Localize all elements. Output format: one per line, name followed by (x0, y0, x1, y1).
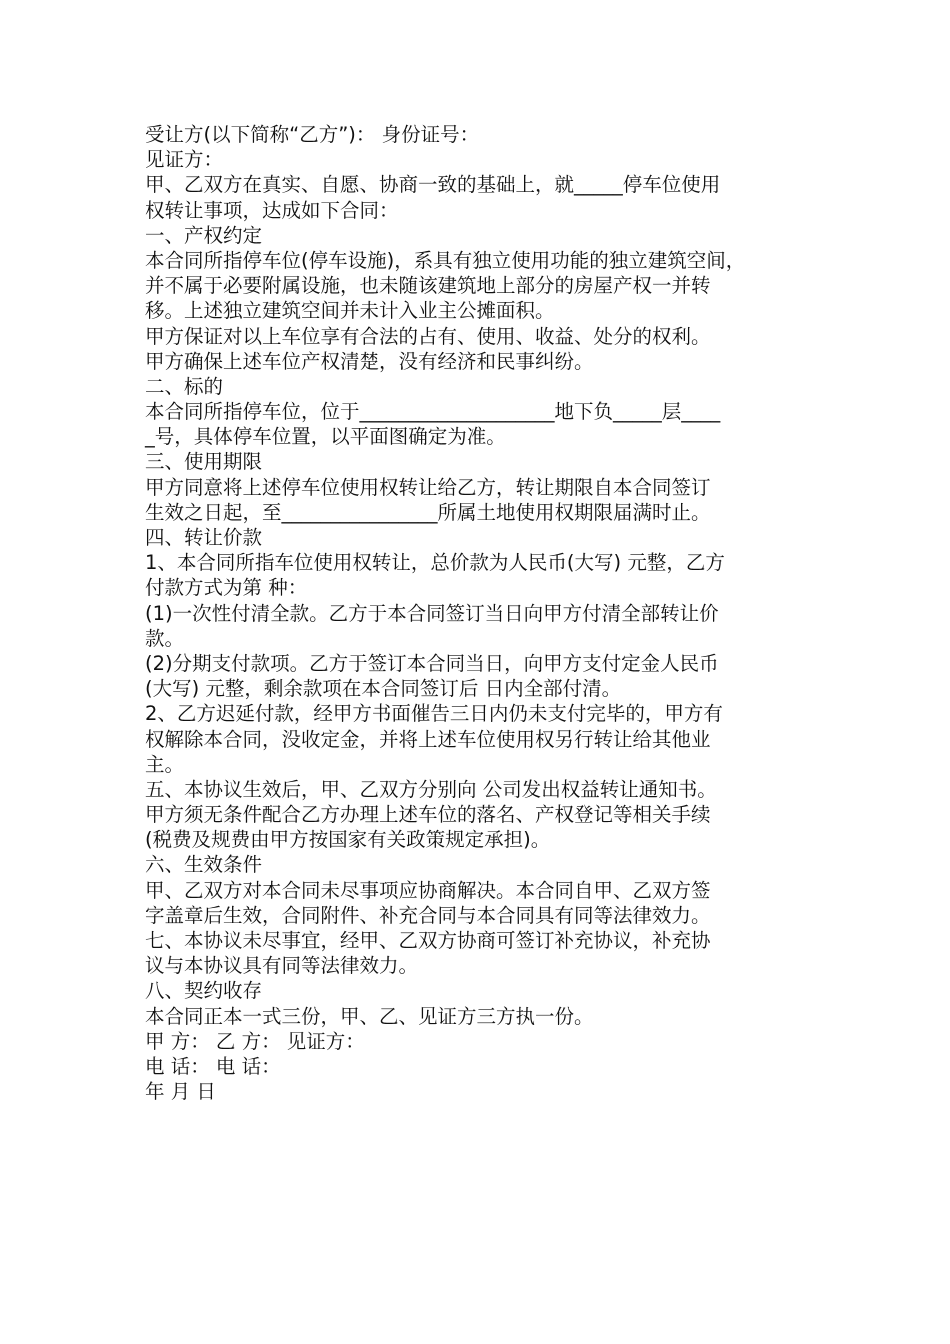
section-heading-6: 六、生效条件 (145, 853, 263, 877)
section-heading-1: 一、产权约定 (145, 223, 263, 247)
section-heading-3: 三、使用期限 (145, 450, 263, 474)
preamble-line-1: 甲、乙双方在真实、自愿、协商一致的基础上，就_____停车位使用 (145, 173, 721, 197)
section-4-line-2: 付款方式为第 种： (145, 576, 308, 600)
section-1-line-4: 甲方保证对以上车位享有合法的占有、使用、收益、处分的权利。 (145, 324, 711, 348)
section-5-line-2: 甲方须无条件配合乙方办理上述车位的落名、产权登记等相关手续 (145, 803, 711, 827)
witness-line: 见证方： (145, 148, 224, 172)
signature-date-line: 年 月 日 (145, 1080, 216, 1104)
section-7-line-1: 七、本协议未尽事宜，经甲、乙双方协商可签订补充协议，补充协 (145, 929, 711, 952)
section-1-line-5: 甲方确保上述车位产权清楚，没有经济和民事纠纷。 (145, 349, 594, 373)
section-4-line-3: (1)一次性付清全款。乙方于本合同签订当日向甲方付清全部转让价 (145, 601, 719, 625)
section-1-line-2: 并不属于必要附属设施，也未随该建筑地上部分的房屋产权一并转 (145, 274, 711, 298)
signature-phone-line: 电 话： 电 话： (145, 1054, 281, 1078)
section-heading-2: 二、标的 (145, 374, 224, 398)
assignee-line: 受让方(以下简称“乙方”)： 身份证号： (145, 123, 480, 146)
contract-body (145, 122, 815, 1104)
section-4-line-9: 主。 (145, 752, 185, 776)
signature-parties-line: 甲 方： 乙 方： 见证方： (145, 1029, 365, 1053)
section-2-line-1: 本合同所指停车位，位于____________________地下负_____层____ (145, 400, 721, 424)
section-7-line-2: 议与本协议具有同等法律效力。 (145, 954, 419, 978)
section-3-line-1: 甲方同意将上述停车位使用权转让给乙方，转让期限自本合同签订 (145, 475, 711, 499)
section-heading-8: 八、契约收存 (145, 979, 263, 1003)
section-3-line-2: 生效之日起，至________________所属土地使用权期限届满时止。 (145, 500, 711, 524)
section-4-line-8: 权解除本合同，没收定金，并将上述车位使用权另行转让给其他业 (145, 727, 711, 751)
section-5-line-1: 五、本协议生效后，甲、乙双方分别向 公司发出权益转让通知书。 (145, 777, 717, 801)
section-1-line-3: 移。上述独立建筑空间并未计入业主公摊面积。 (145, 299, 555, 323)
section-4-line-1: 1、本合同所指车位使用权转让，总价款为人民币(大写) 元整，乙方 (145, 551, 725, 575)
section-4-line-4: 款。 (145, 626, 185, 650)
section-4-line-5: (2)分期支付款项。乙方于签订本合同当日，向甲方支付定金人民币 (145, 651, 719, 675)
section-2-line-2: _号，具体停车位置，以平面图确定为准。 (145, 425, 506, 449)
section-heading-4: 四、转让价款 (145, 526, 263, 549)
section-4-line-6: (大写) 元整，剩余款项在本合同签订后 日内全部付清。 (145, 677, 622, 701)
section-6-line-1: 甲、乙双方对本合同未尽事项应协商解决。本合同自甲、乙双方签 (145, 878, 711, 902)
preamble-line-2: 权转让事项，达成如下合同： (145, 198, 399, 222)
section-4-line-7: 2、乙方迟延付款，经甲方书面催告三日内仍未支付完毕的，甲方有 (145, 702, 723, 726)
section-1-line-1: 本合同所指停车位(停车设施)，系具有独立使用功能的独立建筑空间， (145, 248, 746, 272)
section-8-line-1: 本合同正本一式三份，甲、乙、见证方三方执一份。 (145, 1004, 594, 1028)
section-6-line-2: 字盖章后生效，合同附件、补充合同与本合同具有同等法律效力。 (145, 903, 711, 927)
section-5-line-3: (税费及规费由甲方按国家有关政策规定承担)。 (145, 828, 551, 852)
